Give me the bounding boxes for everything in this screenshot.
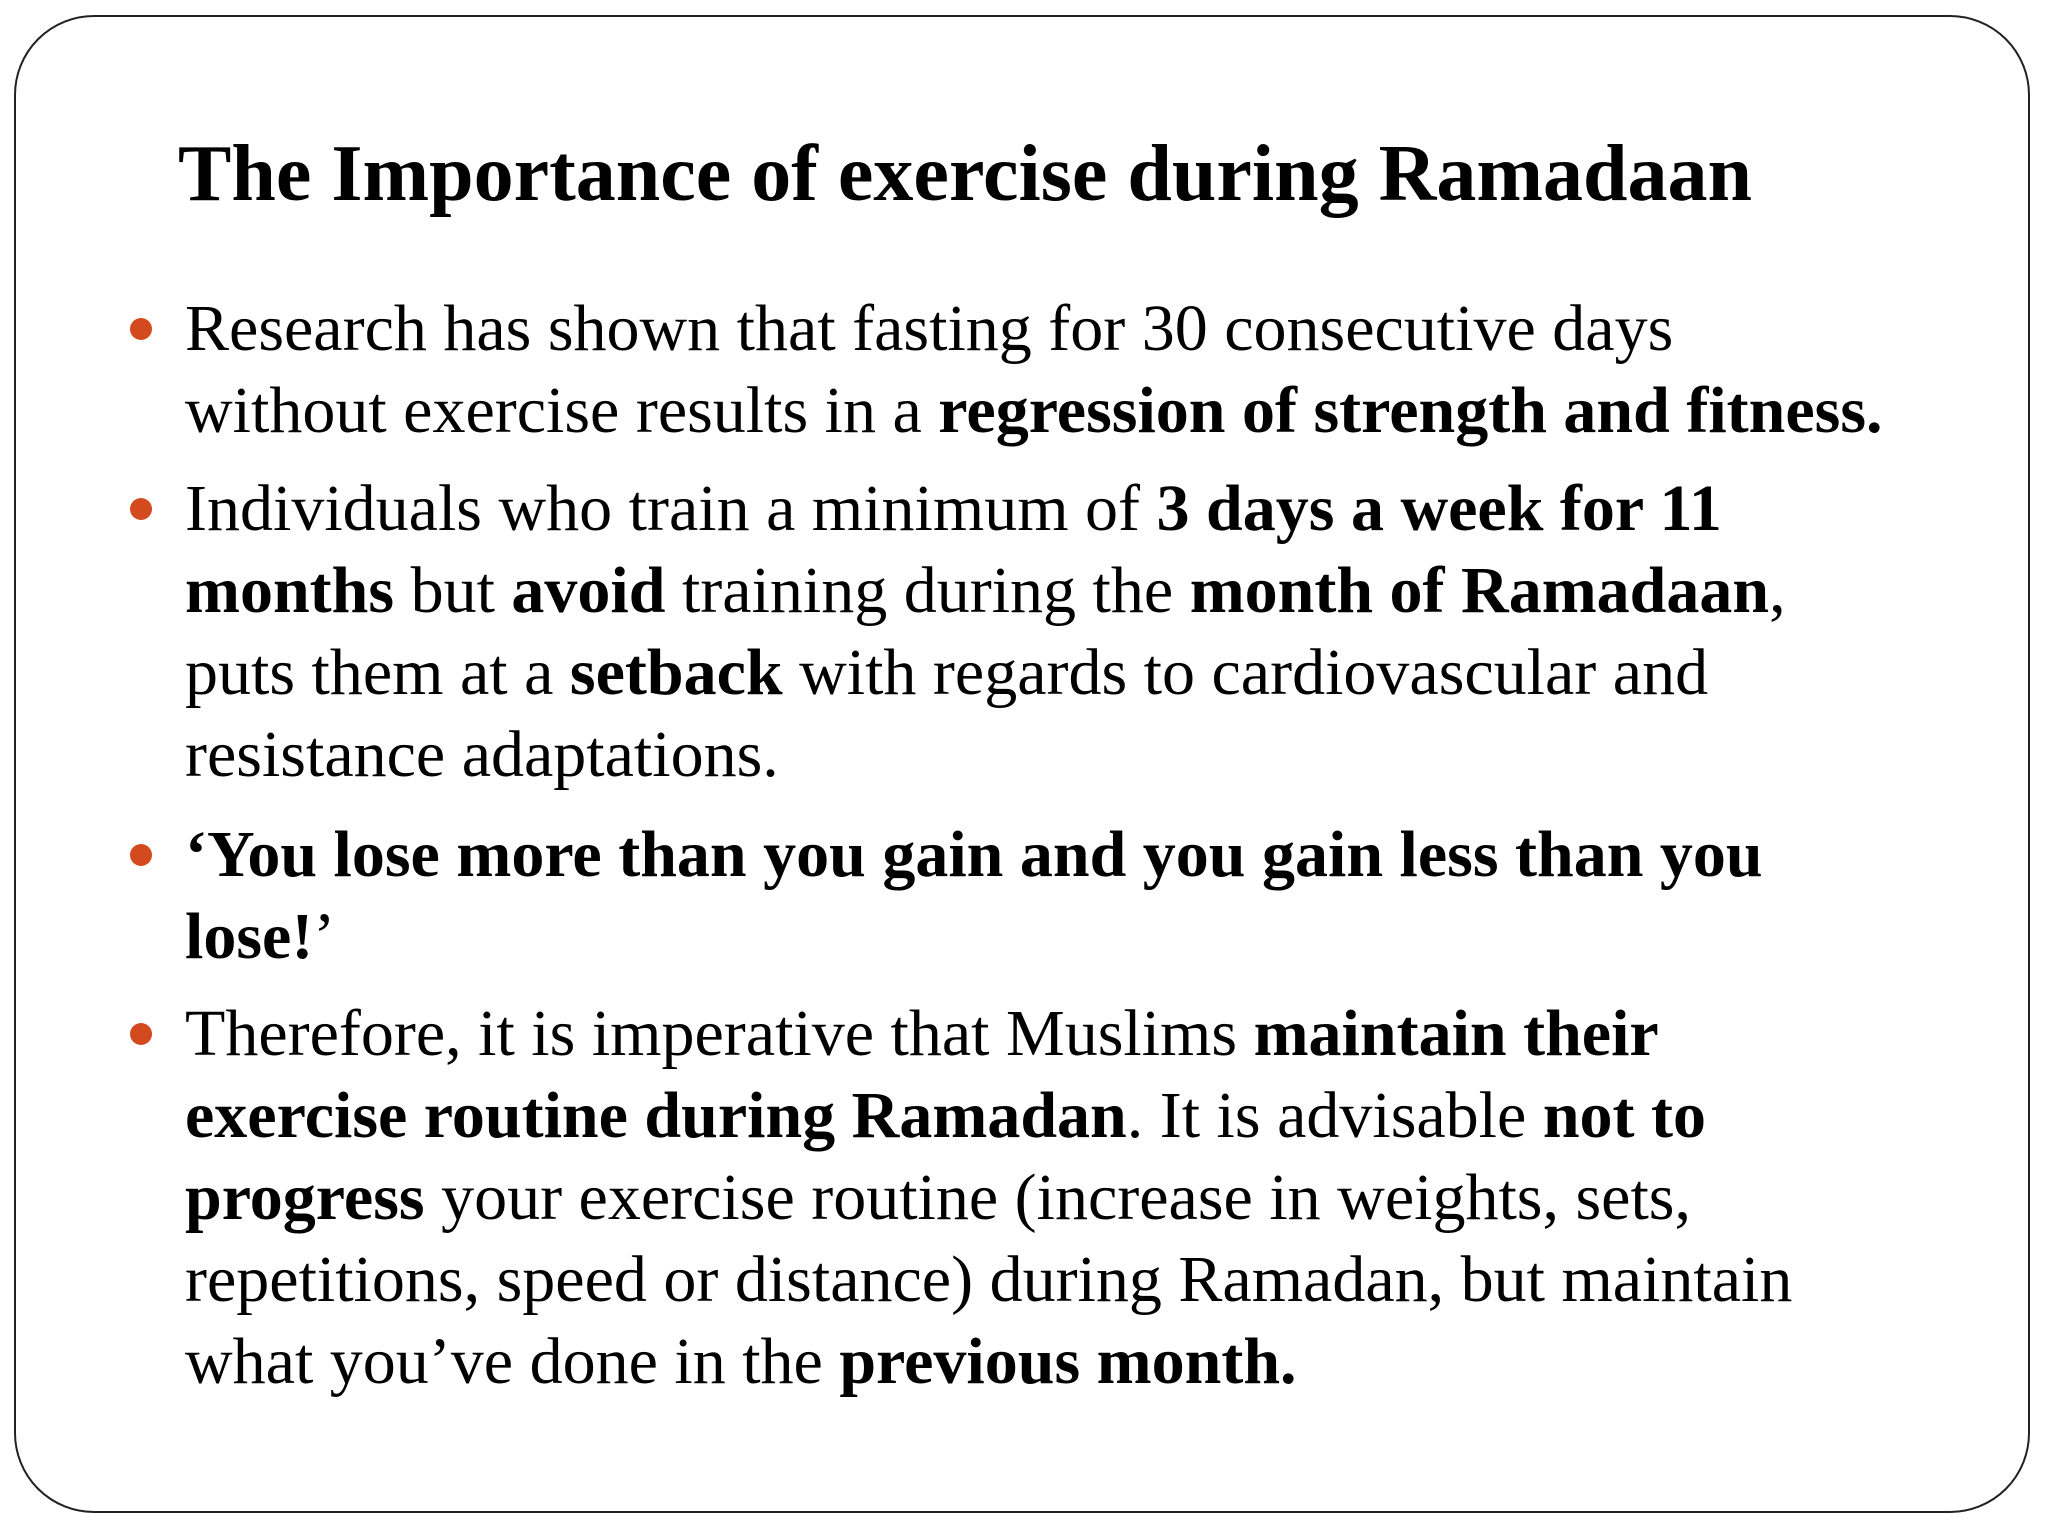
bullet-item <box>185 814 1763 978</box>
bold-text: not to <box>1542 1079 1706 1152</box>
slide-title: The Importance of exercise during Ramadaan <box>178 130 1752 218</box>
bullet-line <box>185 993 1792 1075</box>
text: repetitions, speed or distance) during Ramadan, but maintain <box>185 1243 1793 1316</box>
bullet-line <box>185 714 1786 796</box>
bullet-item <box>185 468 1786 796</box>
bullet-dot-icon <box>130 1023 152 1045</box>
bold-text: setback <box>569 636 783 709</box>
text: Research has shown that fasting for 30 consecutive days <box>185 292 1674 365</box>
text: with regards to cardiovascular and <box>782 636 1709 709</box>
bullet-line <box>185 370 1883 452</box>
text: what you’ve done in the <box>185 1325 840 1398</box>
bold-text: lose! <box>185 900 314 973</box>
text: but <box>394 554 512 627</box>
bullet-line <box>185 814 1763 896</box>
bullet-dot-icon <box>130 844 152 866</box>
bullet-line <box>185 632 1786 714</box>
bullet-dot-icon <box>130 318 152 340</box>
text: Therefore, it is imperative that Muslims <box>185 997 1254 1070</box>
bullet-line <box>185 1239 1792 1321</box>
bold-text: 3 days a week for 11 <box>1156 472 1722 545</box>
bullet-line <box>185 288 1883 370</box>
bullet-line <box>185 468 1786 550</box>
text: . It is advisable <box>1126 1079 1543 1152</box>
text: your exercise routine (increase in weights, sets, <box>424 1161 1691 1234</box>
text: training during the <box>665 554 1190 627</box>
bold-text: avoid <box>511 554 666 627</box>
bullet-line <box>185 1157 1792 1239</box>
bold-text: months <box>185 554 395 627</box>
bold-text: maintain their <box>1253 997 1659 1070</box>
bullet-dot-icon <box>130 498 152 520</box>
bullet-line <box>185 550 1786 632</box>
text: ’ <box>313 900 336 973</box>
text: puts them at a <box>185 636 570 709</box>
bold-text: progress <box>185 1161 425 1234</box>
bullet-item <box>185 288 1883 452</box>
bold-text: regression of strength and fitness. <box>938 374 1883 447</box>
bullet-line <box>185 896 1763 978</box>
text: without exercise results in a <box>185 374 939 447</box>
bold-text: month of Ramadaan <box>1189 554 1770 627</box>
bold-text: exercise routine during Ramadan <box>185 1079 1127 1152</box>
text: , <box>1769 554 1786 627</box>
text: resistance adaptations. <box>185 718 779 791</box>
bold-text: ‘You lose more than you gain and you gain less than you <box>185 818 1763 891</box>
bullet-line <box>185 1321 1792 1403</box>
text: Individuals who train a minimum of <box>185 472 1157 545</box>
bold-text: previous month. <box>839 1325 1297 1398</box>
bullet-line <box>185 1075 1792 1157</box>
bullet-item <box>185 993 1792 1403</box>
